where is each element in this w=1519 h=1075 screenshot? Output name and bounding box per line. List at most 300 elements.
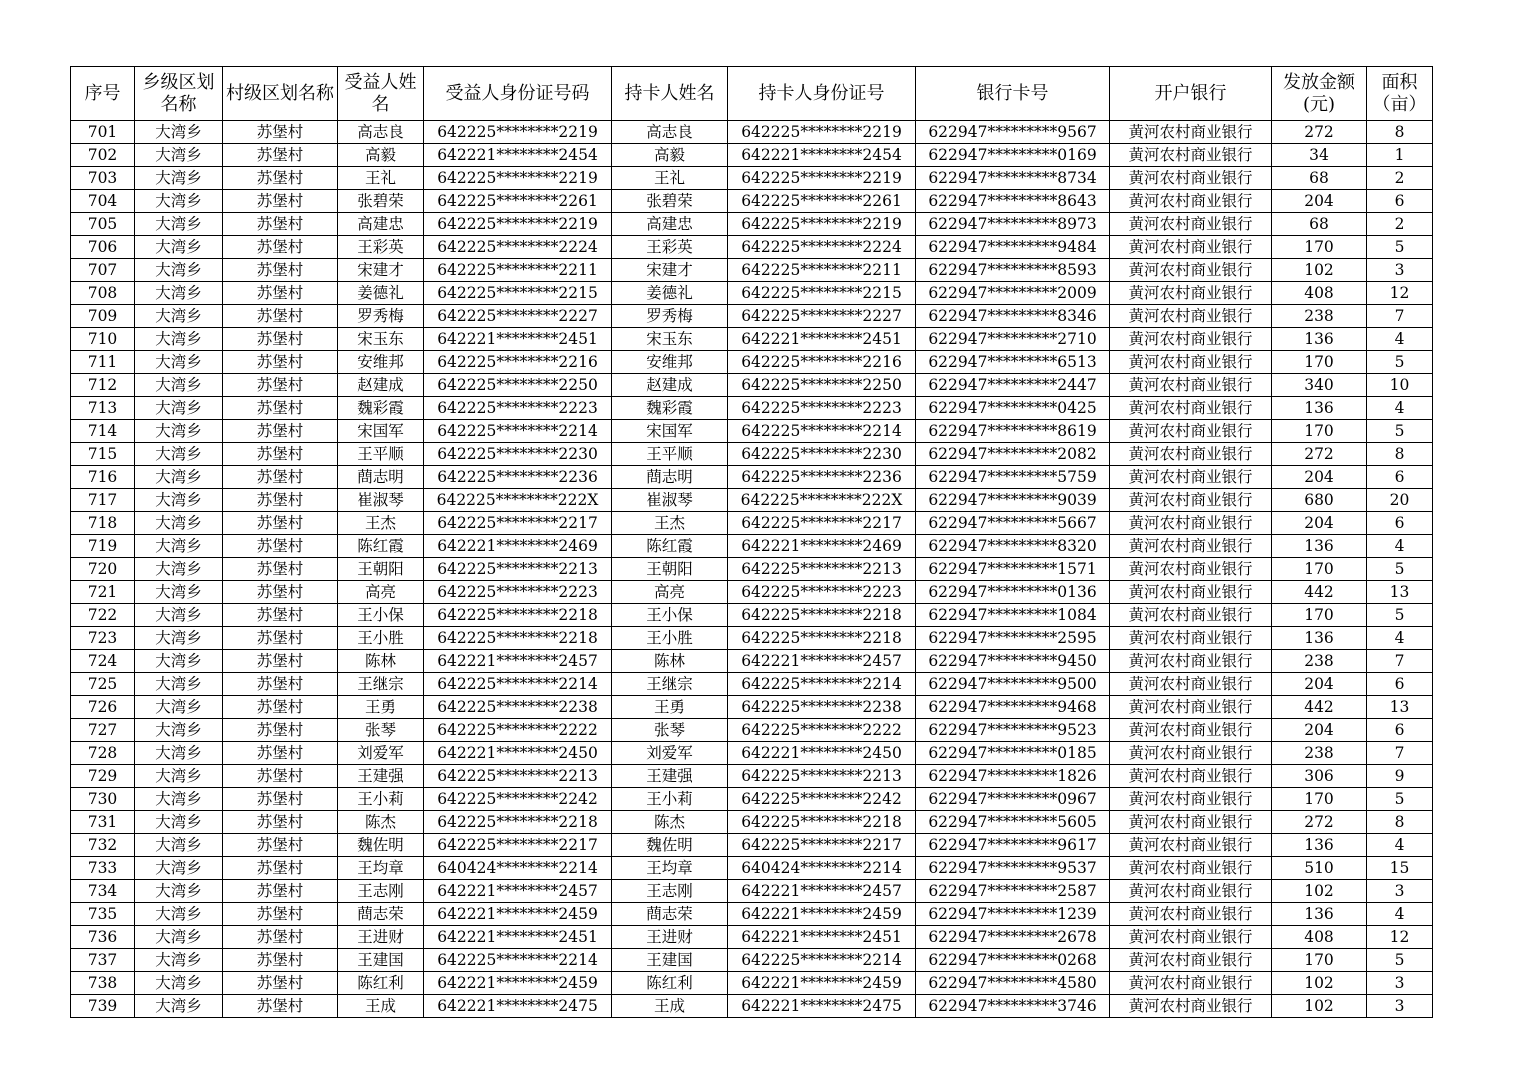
cell-bank: 黄河农村商业银行 [1110,811,1272,834]
cell-bank-card: 622947*********0136 [916,581,1110,604]
cell-area: 6 [1367,719,1433,742]
cell-cardholder-id: 642225********2223 [728,397,916,420]
cell-area: 5 [1367,351,1433,374]
cell-cardholder-id: 642225********2261 [728,190,916,213]
cell-cardholder: 姜德礼 [612,282,728,305]
cell-beneficiary: 魏彩霞 [338,397,424,420]
table-row [71,236,1433,259]
cell-beneficiary-id: 642225********2242 [424,788,612,811]
cell-bank: 黄河农村商业银行 [1110,397,1272,420]
cell-seq: 728 [71,742,135,765]
cell-bank: 黄河农村商业银行 [1110,650,1272,673]
cell-beneficiary: 高毅 [338,144,424,167]
cell-cardholder: 王进财 [612,926,728,949]
cell-amount: 238 [1272,650,1367,673]
cell-bank-card: 622947*********8643 [916,190,1110,213]
cell-bank: 黄河农村商业银行 [1110,535,1272,558]
cell-cardholder-id: 642225********2219 [728,121,916,144]
cell-village: 苏堡村 [223,167,338,190]
cell-bank: 黄河农村商业银行 [1110,213,1272,236]
cell-bank: 黄河农村商业银行 [1110,742,1272,765]
cell-area: 2 [1367,213,1433,236]
cell-seq: 707 [71,259,135,282]
cell-area: 7 [1367,742,1433,765]
cell-beneficiary-id: 642225********2261 [424,190,612,213]
cell-bank: 黄河农村商业银行 [1110,282,1272,305]
cell-seq: 702 [71,144,135,167]
cell-beneficiary: 王进财 [338,926,424,949]
table-row [71,834,1433,857]
cell-village: 苏堡村 [223,374,338,397]
cell-beneficiary-id: 642225********2216 [424,351,612,374]
cell-seq: 726 [71,696,135,719]
table-row [71,811,1433,834]
cell-bank: 黄河农村商业银行 [1110,443,1272,466]
cell-village: 苏堡村 [223,650,338,673]
cell-area: 4 [1367,627,1433,650]
cell-cardholder: 崔淑琴 [612,489,728,512]
cell-area: 20 [1367,489,1433,512]
table-row [71,466,1433,489]
cell-area: 3 [1367,972,1433,995]
cell-bank: 黄河农村商业银行 [1110,788,1272,811]
cell-cardholder-id: 642225********2214 [728,673,916,696]
cell-cardholder-id: 642225********2211 [728,259,916,282]
cell-cardholder: 王小胜 [612,627,728,650]
cell-seq: 738 [71,972,135,995]
cell-cardholder: 宋建才 [612,259,728,282]
cell-bank-card: 622947*********9450 [916,650,1110,673]
cell-amount: 510 [1272,857,1367,880]
cell-seq: 712 [71,374,135,397]
cell-beneficiary: 王小莉 [338,788,424,811]
cell-seq: 724 [71,650,135,673]
cell-bank: 黄河农村商业银行 [1110,328,1272,351]
cell-seq: 722 [71,604,135,627]
cell-seq: 731 [71,811,135,834]
cell-village: 苏堡村 [223,880,338,903]
cell-beneficiary-id: 642221********2450 [424,742,612,765]
table-row [71,558,1433,581]
cell-beneficiary-id: 642225********2219 [424,213,612,236]
cell-amount: 204 [1272,190,1367,213]
table-row [71,535,1433,558]
table-row [71,995,1433,1018]
cell-amount: 204 [1272,466,1367,489]
cell-cardholder-id: 642225********2224 [728,236,916,259]
cell-beneficiary-id: 642225********2218 [424,604,612,627]
cell-beneficiary-id: 642225********2250 [424,374,612,397]
cell-cardholder: 陈红霞 [612,535,728,558]
cell-village: 苏堡村 [223,926,338,949]
cell-beneficiary: 王礼 [338,167,424,190]
cell-area: 13 [1367,581,1433,604]
cell-beneficiary: 赵建成 [338,374,424,397]
cell-township: 大湾乡 [135,328,223,351]
cell-village: 苏堡村 [223,627,338,650]
cell-bank: 黄河农村商业银行 [1110,420,1272,443]
cell-amount: 170 [1272,351,1367,374]
cell-cardholder-id: 642225********2218 [728,604,916,627]
cell-area: 6 [1367,512,1433,535]
cell-township: 大湾乡 [135,719,223,742]
subsidy-table [70,66,1433,1018]
cell-bank: 黄河农村商业银行 [1110,167,1272,190]
cell-cardholder-id: 642225********2215 [728,282,916,305]
cell-amount: 238 [1272,742,1367,765]
cell-village: 苏堡村 [223,811,338,834]
cell-village: 苏堡村 [223,305,338,328]
cell-amount: 170 [1272,949,1367,972]
cell-cardholder: 安维邦 [612,351,728,374]
header-village: 村级区划名称 [223,67,338,121]
cell-amount: 170 [1272,788,1367,811]
cell-cardholder: 王成 [612,995,728,1018]
cell-area: 9 [1367,765,1433,788]
cell-beneficiary: 王建强 [338,765,424,788]
cell-township: 大湾乡 [135,305,223,328]
cell-area: 6 [1367,673,1433,696]
cell-bank: 黄河农村商业银行 [1110,489,1272,512]
header-beneficiary: 受益人姓名 [338,67,424,121]
table-row [71,420,1433,443]
cell-beneficiary: 宋国军 [338,420,424,443]
cell-cardholder: 陈杰 [612,811,728,834]
cell-cardholder: 赵建成 [612,374,728,397]
cell-bank: 黄河农村商业银行 [1110,949,1272,972]
cell-bank: 黄河农村商业银行 [1110,512,1272,535]
cell-cardholder-id: 642225********2217 [728,834,916,857]
cell-bank-card: 622947*********2082 [916,443,1110,466]
table-row [71,903,1433,926]
cell-village: 苏堡村 [223,857,338,880]
cell-cardholder-id: 642225********2236 [728,466,916,489]
cell-village: 苏堡村 [223,558,338,581]
cell-amount: 442 [1272,696,1367,719]
cell-township: 大湾乡 [135,926,223,949]
cell-bank-card: 622947*********8320 [916,535,1110,558]
cell-bank: 黄河农村商业银行 [1110,696,1272,719]
cell-beneficiary-id: 642225********2214 [424,673,612,696]
cell-bank-card: 622947*********8593 [916,259,1110,282]
cell-cardholder: 王继宗 [612,673,728,696]
cell-beneficiary-id: 642225********2219 [424,167,612,190]
cell-cardholder-id: 642225********2218 [728,627,916,650]
table-row [71,696,1433,719]
cell-area: 7 [1367,650,1433,673]
cell-seq: 710 [71,328,135,351]
cell-village: 苏堡村 [223,259,338,282]
cell-area: 15 [1367,857,1433,880]
header-bank-card: 银行卡号 [916,67,1110,121]
cell-village: 苏堡村 [223,420,338,443]
cell-beneficiary: 高志良 [338,121,424,144]
cell-amount: 238 [1272,305,1367,328]
cell-beneficiary: 崔淑琴 [338,489,424,512]
cell-area: 3 [1367,259,1433,282]
cell-bank: 黄河农村商业银行 [1110,259,1272,282]
cell-amount: 68 [1272,213,1367,236]
cell-bank-card: 622947*********2009 [916,282,1110,305]
cell-seq: 719 [71,535,135,558]
cell-cardholder: 王彩英 [612,236,728,259]
cell-village: 苏堡村 [223,443,338,466]
cell-area: 10 [1367,374,1433,397]
cell-bank-card: 622947*********0268 [916,949,1110,972]
cell-bank-card: 622947*********3746 [916,995,1110,1018]
cell-cardholder: 王小莉 [612,788,728,811]
cell-cardholder: 张碧荣 [612,190,728,213]
cell-bank-card: 622947*********1239 [916,903,1110,926]
cell-bank-card: 622947*********8734 [916,167,1110,190]
cell-amount: 442 [1272,581,1367,604]
cell-cardholder-id: 642221********2451 [728,328,916,351]
cell-area: 5 [1367,604,1433,627]
table-row [71,926,1433,949]
cell-area: 1 [1367,144,1433,167]
cell-bank-card: 622947*********6513 [916,351,1110,374]
cell-village: 苏堡村 [223,834,338,857]
cell-township: 大湾乡 [135,144,223,167]
table-row [71,765,1433,788]
cell-bank: 黄河农村商业银行 [1110,351,1272,374]
cell-amount: 102 [1272,972,1367,995]
table-row [71,512,1433,535]
cell-village: 苏堡村 [223,949,338,972]
cell-township: 大湾乡 [135,650,223,673]
cell-township: 大湾乡 [135,604,223,627]
cell-seq: 734 [71,880,135,903]
cell-bank-card: 622947*********1084 [916,604,1110,627]
cell-amount: 102 [1272,880,1367,903]
cell-cardholder-id: 642225********2250 [728,374,916,397]
cell-township: 大湾乡 [135,742,223,765]
cell-township: 大湾乡 [135,282,223,305]
cell-amount: 136 [1272,834,1367,857]
cell-beneficiary-id: 642221********2459 [424,972,612,995]
cell-area: 5 [1367,236,1433,259]
header-row [71,67,1433,121]
cell-cardholder-id: 642225********2222 [728,719,916,742]
table-row [71,144,1433,167]
cell-bank-card: 622947*********0169 [916,144,1110,167]
cell-beneficiary: 王小胜 [338,627,424,650]
cell-beneficiary: 王成 [338,995,424,1018]
cell-village: 苏堡村 [223,121,338,144]
cell-cardholder-id: 642225********2238 [728,696,916,719]
cell-township: 大湾乡 [135,351,223,374]
table-row [71,121,1433,144]
cell-amount: 136 [1272,535,1367,558]
header-cardholder: 持卡人姓名 [612,67,728,121]
cell-village: 苏堡村 [223,696,338,719]
cell-bank: 黄河农村商业银行 [1110,466,1272,489]
cell-area: 4 [1367,535,1433,558]
cell-bank-card: 622947*********2595 [916,627,1110,650]
cell-cardholder-id: 642225********2217 [728,512,916,535]
table-row [71,949,1433,972]
cell-area: 8 [1367,121,1433,144]
cell-beneficiary: 高亮 [338,581,424,604]
table-row [71,650,1433,673]
cell-bank: 黄河农村商业银行 [1110,558,1272,581]
table-row [71,673,1433,696]
cell-township: 大湾乡 [135,558,223,581]
cell-seq: 704 [71,190,135,213]
cell-seq: 737 [71,949,135,972]
cell-beneficiary: 蔄志明 [338,466,424,489]
cell-bank: 黄河农村商业银行 [1110,121,1272,144]
cell-cardholder-id: 642225********2213 [728,765,916,788]
table-row [71,627,1433,650]
table-row [71,259,1433,282]
cell-beneficiary-id: 642221********2469 [424,535,612,558]
cell-area: 13 [1367,696,1433,719]
cell-beneficiary-id: 642225********2217 [424,512,612,535]
cell-bank: 黄河农村商业银行 [1110,305,1272,328]
cell-township: 大湾乡 [135,788,223,811]
cell-village: 苏堡村 [223,236,338,259]
cell-beneficiary: 张碧荣 [338,190,424,213]
cell-cardholder: 罗秀梅 [612,305,728,328]
cell-beneficiary: 陈杰 [338,811,424,834]
cell-cardholder: 王礼 [612,167,728,190]
cell-beneficiary-id: 642225********2236 [424,466,612,489]
cell-bank-card: 622947*********2710 [916,328,1110,351]
cell-amount: 170 [1272,236,1367,259]
cell-cardholder-id: 642225********2214 [728,949,916,972]
cell-bank-card: 622947*********1826 [916,765,1110,788]
cell-beneficiary-id: 642225********2214 [424,949,612,972]
cell-cardholder: 王建强 [612,765,728,788]
cell-beneficiary-id: 642221********2457 [424,880,612,903]
cell-village: 苏堡村 [223,788,338,811]
cell-cardholder: 陈林 [612,650,728,673]
cell-beneficiary-id: 642225********2227 [424,305,612,328]
cell-township: 大湾乡 [135,627,223,650]
cell-township: 大湾乡 [135,420,223,443]
cell-seq: 715 [71,443,135,466]
cell-bank-card: 622947*********5605 [916,811,1110,834]
cell-bank: 黄河农村商业银行 [1110,719,1272,742]
cell-cardholder: 高志良 [612,121,728,144]
cell-bank-card: 622947*********9039 [916,489,1110,512]
cell-bank-card: 622947*********2587 [916,880,1110,903]
cell-amount: 170 [1272,558,1367,581]
cell-beneficiary-id: 642225********2224 [424,236,612,259]
cell-beneficiary-id: 642225********2211 [424,259,612,282]
cell-cardholder: 王建国 [612,949,728,972]
cell-amount: 68 [1272,167,1367,190]
cell-township: 大湾乡 [135,259,223,282]
header-cardholder-id: 持卡人身份证号 [728,67,916,121]
cell-beneficiary: 王小保 [338,604,424,627]
cell-township: 大湾乡 [135,581,223,604]
cell-cardholder: 蔄志荣 [612,903,728,926]
cell-beneficiary-id: 642221********2457 [424,650,612,673]
cell-seq: 705 [71,213,135,236]
cell-bank-card: 622947*********9617 [916,834,1110,857]
cell-township: 大湾乡 [135,535,223,558]
cell-township: 大湾乡 [135,213,223,236]
table-row [71,489,1433,512]
cell-village: 苏堡村 [223,466,338,489]
cell-village: 苏堡村 [223,282,338,305]
cell-bank-card: 622947*********9537 [916,857,1110,880]
cell-village: 苏堡村 [223,673,338,696]
cell-area: 8 [1367,811,1433,834]
cell-village: 苏堡村 [223,719,338,742]
cell-cardholder-id: 642221********2459 [728,972,916,995]
header-bank: 开户银行 [1110,67,1272,121]
cell-cardholder-id: 642225********2242 [728,788,916,811]
cell-area: 5 [1367,788,1433,811]
table-row [71,443,1433,466]
cell-cardholder: 王朝阳 [612,558,728,581]
cell-bank-card: 622947*********8346 [916,305,1110,328]
cell-cardholder-id: 642221********2469 [728,535,916,558]
cell-cardholder-id: 642221********2450 [728,742,916,765]
cell-bank: 黄河农村商业银行 [1110,673,1272,696]
cell-amount: 136 [1272,328,1367,351]
table-row [71,719,1433,742]
cell-seq: 739 [71,995,135,1018]
cell-amount: 136 [1272,627,1367,650]
cell-beneficiary: 王平顺 [338,443,424,466]
cell-township: 大湾乡 [135,903,223,926]
cell-township: 大湾乡 [135,696,223,719]
cell-area: 4 [1367,903,1433,926]
cell-seq: 733 [71,857,135,880]
cell-cardholder: 王勇 [612,696,728,719]
cell-seq: 736 [71,926,135,949]
cell-beneficiary-id: 642225********2215 [424,282,612,305]
cell-bank-card: 622947*********4580 [916,972,1110,995]
cell-village: 苏堡村 [223,972,338,995]
cell-cardholder: 高亮 [612,581,728,604]
cell-seq: 708 [71,282,135,305]
cell-cardholder: 宋玉东 [612,328,728,351]
cell-village: 苏堡村 [223,328,338,351]
cell-amount: 136 [1272,397,1367,420]
table-row [71,305,1433,328]
cell-seq: 718 [71,512,135,535]
cell-cardholder-id: 642221********2457 [728,650,916,673]
cell-township: 大湾乡 [135,765,223,788]
cell-cardholder-id: 640424********2214 [728,857,916,880]
cell-cardholder: 魏佐明 [612,834,728,857]
cell-area: 5 [1367,420,1433,443]
table-row [71,972,1433,995]
cell-village: 苏堡村 [223,351,338,374]
cell-beneficiary: 陈林 [338,650,424,673]
cell-township: 大湾乡 [135,811,223,834]
cell-bank: 黄河农村商业银行 [1110,604,1272,627]
cell-cardholder-id: 642225********2214 [728,420,916,443]
cell-amount: 204 [1272,673,1367,696]
table-row [71,374,1433,397]
cell-beneficiary-id: 642225********2219 [424,121,612,144]
cell-bank-card: 622947*********5667 [916,512,1110,535]
cell-cardholder: 蔄志明 [612,466,728,489]
cell-beneficiary-id: 642225********2223 [424,581,612,604]
cell-area: 5 [1367,558,1433,581]
cell-area: 4 [1367,328,1433,351]
cell-cardholder: 陈红利 [612,972,728,995]
cell-seq: 725 [71,673,135,696]
cell-village: 苏堡村 [223,190,338,213]
cell-bank-card: 622947*********0425 [916,397,1110,420]
